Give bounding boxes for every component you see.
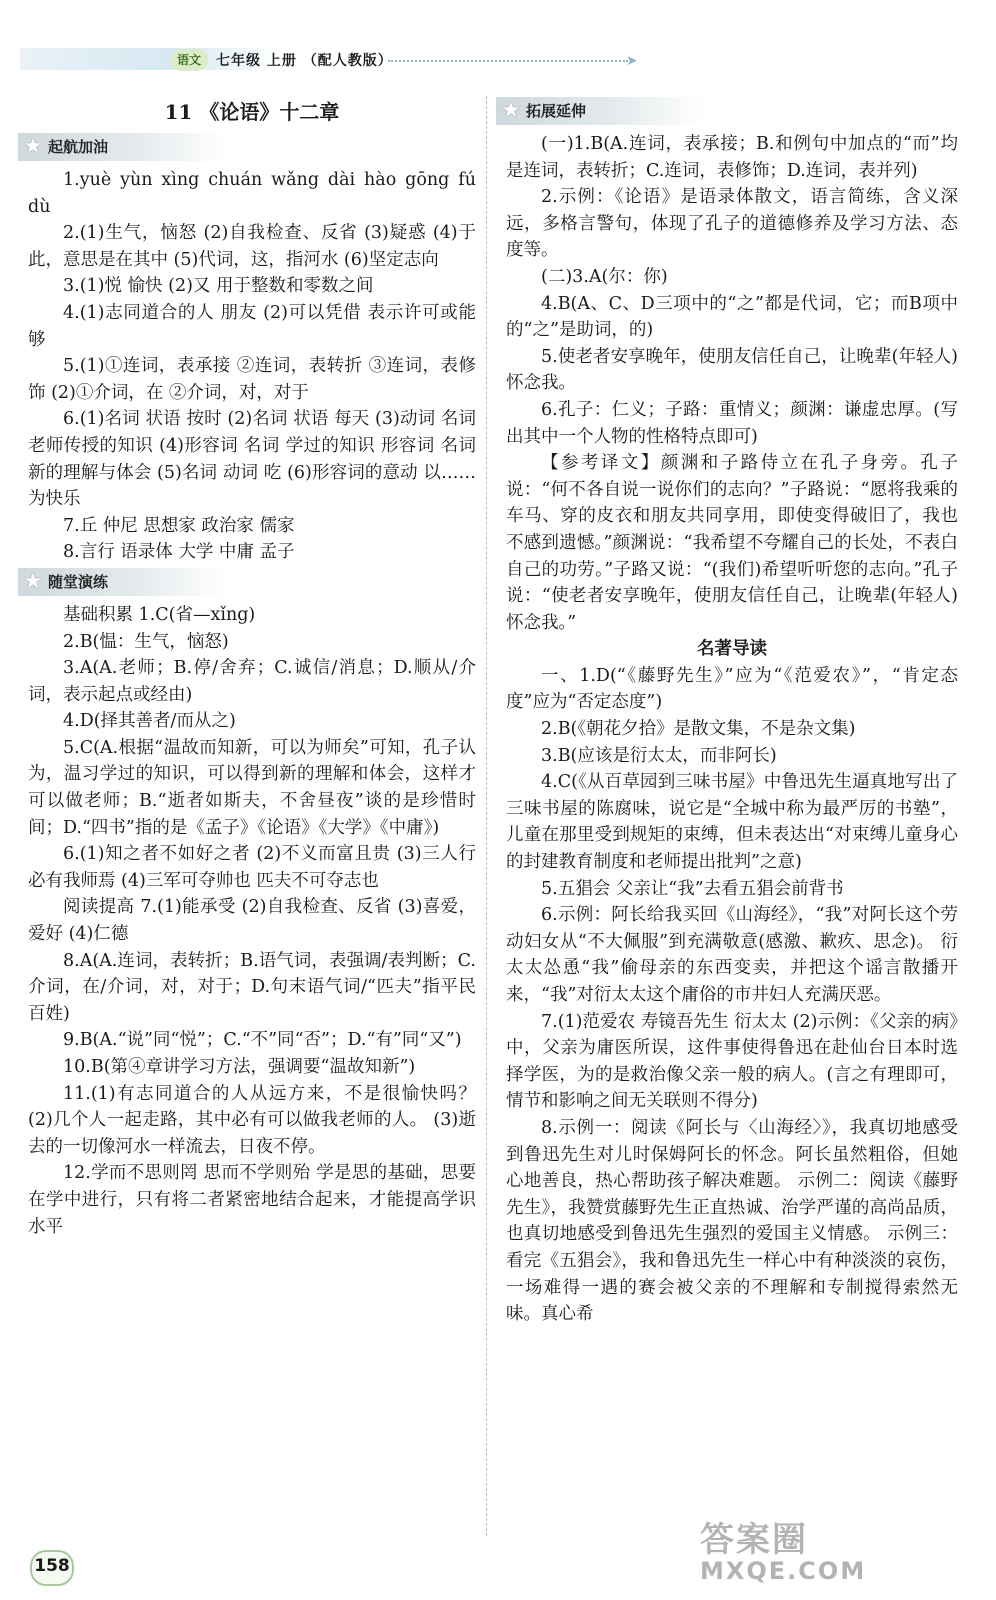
section-title: 拓展延伸 [526, 101, 587, 120]
star-icon: ★ [23, 134, 43, 159]
answer-paragraph: 2.(1)生气，恼怒 (2)自我检查、反省 (3)疑惑 (4)于此，意思是在其中 (5)代词，这，指河水 (6)坚定志向 [28, 223, 476, 270]
watermark-logo [700, 1512, 866, 1585]
right-column [501, 95, 958, 1328]
answer-paragraph: 12.学而不思则罔 思而不学则殆 学是思的基础，思要在学中进行，只有将二者紧密地结合起来，才能提高学识水平 [28, 1163, 476, 1237]
book-info: 七年级 上册 （配人教版） [216, 53, 393, 69]
column-divider [486, 96, 487, 1536]
answer-paragraph: (二)3.A(尔：你) [541, 266, 668, 287]
header-dotted-line [388, 60, 628, 62]
page-number: 158 [34, 1556, 70, 1576]
answer-paragraph: 11.(1)有志同道合的人从远方来，不是很愉快吗？ (2)几个人一起走路，其中必有可以做我老师的人。 (3)逝去的一切像河水一样流去，日夜不停。 [28, 1083, 476, 1157]
answer-paragraph: 5.(1)①连词，表承接 ②连词，表转折 ③连词，表修饰 (2)①介词，在 ②介词，对，对于 [28, 356, 476, 403]
answer-paragraph: 5.五猖会 父亲让“我”去看五猖会前背书 [541, 878, 844, 899]
arrow-right-icon: ➤ [626, 53, 638, 69]
section-header-qihang [18, 133, 228, 161]
answer-paragraph: 3.(1)悦 愉快 (2)又 用于整数和零数之间 [63, 276, 374, 297]
answer-paragraph: 8.A(A.连词，表转折；B.语气词，表强调/表判断；C.介词，在/介词，对，对于；D.句末语气词/“匹夫”指平民百姓) [28, 950, 476, 1024]
section-title: 起航加油 [48, 137, 109, 156]
answer-paragraph: 4.(1)志同道合的人 朋友 (2)可以凭借 表示许可或能够 [28, 302, 476, 350]
answer-paragraph: 基础积累 1.C(省—xǐng) [63, 604, 256, 625]
translation-paragraph: 【参考译文】颜渊和子路侍立在孔子身旁。孔子说：“何不各自说一说你们的志向？”子路说：“愿将我乘的车马、穿的皮衣和朋友共同享用，即使变得破旧了，我也不感到遗憾。”颜渊说：“我希望不夸耀自己的长处，不表白自己的功劳。”子路又说：“(我们)希望听听您的志向。”孔子说：“使老者安享晚年，使朋友信任自己，让晚辈(年轻人)怀念我。” [506, 453, 958, 633]
answer-paragraph: 6.示例：阿长给我买回《山海经》，“我”对阿长这个劳动妇女从“不大佩服”到充满敬意(感激、歉疚、思念)。 衍太太怂恿“我”偷母亲的东西变卖，并把这个谣言散播开来，“我”对衍太太这个庸俗的市井妇人充满厌恶。 [506, 905, 958, 1005]
section-title: 随堂演练 [48, 572, 109, 591]
answer-paragraph: 6.(1)名词 状语 按时 (2)名词 状语 每天 (3)动词 名词 老师传授的知识 (4)形容词 名词 学过的知识 形容词 名词 新的理解与体会 (5)名词 动词 吃 (6)形容词的意动 以……为快乐 [28, 409, 476, 510]
answer-paragraph: 3.A(A.老师；B.停/舍弃；C.诚信/消息；D.顺从/介词，表示起点或经由) [28, 658, 476, 705]
answer-paragraph: 2.示例：《论语》是语录体散文，语言简练，含义深远，多格言警句，体现了孔子的道德修养及学习方法、态度等。 [506, 187, 958, 261]
watermark-url: MXQE.COM [700, 1557, 867, 1585]
answer-paragraph: 2.B(愠：生气，恼怒) [63, 631, 229, 652]
answer-paragraph: 8.言行 语录体 大学 中庸 孟子 [63, 542, 295, 563]
lesson-title: 11 《论语》十二章 [164, 100, 340, 124]
section-header-tuozhan [496, 97, 706, 125]
answer-paragraph: 2.B(《朝花夕拾》是散文集，不是杂文集) [541, 719, 856, 740]
answer-paragraph: 1.yuè yùn xìng chuán wǎng dài hào gōng fú dù [28, 170, 476, 217]
answer-paragraph: 6.孔子：仁义；子路：重情义；颜渊：谦虚忠厚。(写出其中一个人物的性格特点即可) [506, 399, 958, 447]
answer-paragraph: 4.C(《从百草园到三味书屋》中鲁迅先生逼真地写出了三味书屋的陈腐味，说它是“全城中称为最严厉的书塾”，儿童在那里受到规矩的束缚，但未表达出“对束缚儿童身心的封建教育制度和老师提出批判”之意) [506, 772, 958, 873]
section-header-suitang [18, 568, 228, 596]
subject-badge: 语文 [170, 49, 208, 71]
answer-paragraph: 3.B(应该是衍太太，而非阿长) [541, 745, 777, 766]
answer-paragraph: 5.C(A.根据“温故而知新，可以为师矣”可知，孔子认为，温习学过的知识，可以得到新的理解和体会，这样才可以做老师；B.“逝者如斯夫，不舍昼夜”谈的是珍惜时间；D.“四书”指的是《孟子》《论语》《大学》《中庸》) [28, 737, 476, 838]
answer-paragraph: 10.B(第④章讲学习方法，强调要“温故知新”) [63, 1057, 416, 1077]
answer-paragraph: 阅读提高 7.(1)能承受 (2)自我检查、反省 (3)喜爱，爱好 (4)仁德 [28, 897, 476, 945]
mingzhu-title: 名著导读 [697, 639, 767, 660]
page-number-badge [30, 1544, 74, 1584]
answer-paragraph: 4.B(A、C、D三项中的“之”都是代词，它；而B项中的“之”是助词，的) [506, 293, 958, 341]
answer-paragraph: 5.使老者安享晚年，使朋友信任自己，让晚辈(年轻人)怀念我。 [506, 346, 958, 394]
answer-paragraph: 一、1.D(“《藤野先生》”应为“《范爱农》”，“肯定态度”应为“否定态度”) [506, 665, 958, 713]
answer-paragraph: (一)1.B(A.连词，表承接；B.和例句中加点的“而”均是连词，表转折；C.连词，表修饰；D.连词，表并列) [506, 134, 958, 181]
answer-paragraph: 4.D(择其善者/而从之) [63, 711, 236, 732]
watermark-text: 答案圈 [700, 1520, 808, 1560]
answer-paragraph: 6.(1)知之者不如好之者 (2)不义而富且贵 (3)三人行 必有我师焉 (4)三军可夺帅也 匹夫不可夺志也 [28, 844, 476, 891]
left-column [23, 95, 476, 1240]
answer-paragraph: 7.丘 仲尼 思想家 政治家 儒家 [63, 515, 295, 536]
answer-paragraph: 8.示例一：阅读《阿长与〈山海经〉》，我真切地感受到鲁迅先生对儿时保姆阿长的怀念。阿长虽然粗俗，但她心地善良，热心帮助孩子解决难题。 示例二：阅读《藤野先生》，我赞赏藤野先生正直热诚、治学严谨的高尚品质，也真切地感受到鲁迅先生强烈的爱国主义情感。 示例三：看完《五猖会》，我和鲁迅先生一样心中有种淡淡的哀伤，一场难得一遇的赛会被父亲的不理解和专制搅得索然无味。真心希 [506, 1117, 958, 1325]
answer-paragraph: 9.B(A.“说”同“悦”；C.“不”同“否”；D.“有”同“又”) [63, 1030, 462, 1051]
answer-paragraph: 7.(1)范爱农 寿镜吾先生 衍太太 (2)示例：《父亲的病》中，父亲为庸医所误，这件事使得鲁迅在赴仙台日本时选择学医，为的是救治像父亲一般的病人。(言之有理即可，情节和影响之间无关联则不得分) [506, 1011, 958, 1112]
page-header [20, 44, 640, 74]
star-icon: ★ [501, 98, 521, 123]
star-icon: ★ [23, 568, 43, 594]
